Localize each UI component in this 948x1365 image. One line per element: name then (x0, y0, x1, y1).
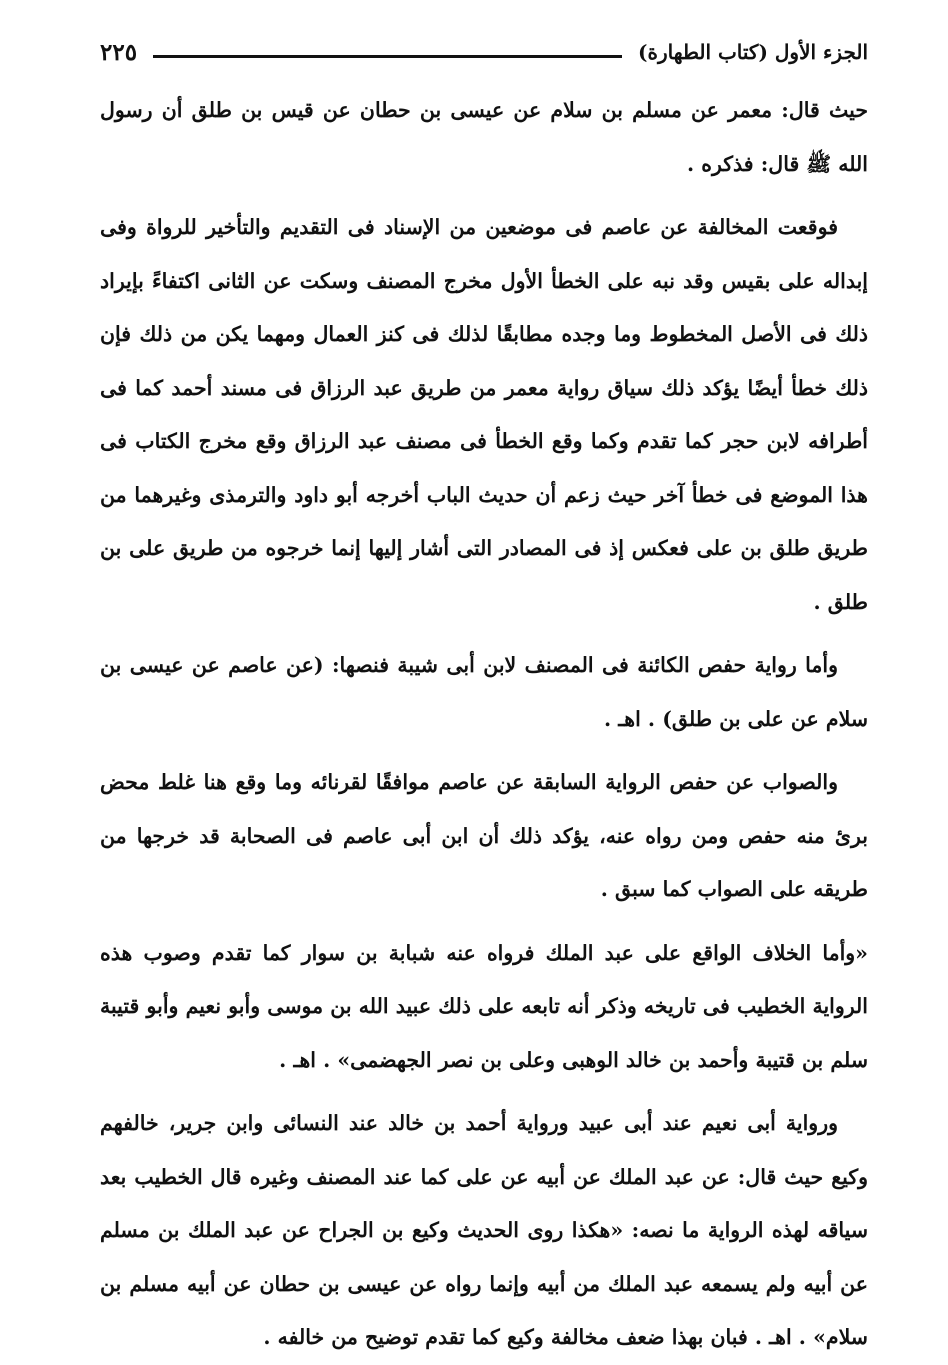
paragraph-citation: حيث قال: معمر عن مسلم بن سلام عن عيسى بن حطان عن قيس بن طلق أن رسول الله ﷺ قال: فذكره . (100, 98, 868, 176)
body-text (100, 84, 868, 1349)
page-header (100, 34, 868, 70)
header-rule (153, 55, 622, 58)
running-title: الجزء الأول (كتاب الطهارة) (638, 40, 868, 64)
page-number: ٢٢٥ (100, 38, 138, 66)
paragraph-correction: والصواب عن حفص الرواية السابقة عن عاصم موافقًا لقرنائه وما وقع هنا غلط محض برئ منه حفص ومن رواه عنه، يؤكد ذلك أن ابن أبى عاصم فى الصحابة قد خرجها من طريقه على الصواب كما سبق . (100, 770, 868, 901)
paragraph-discussion: فوقعت المخالفة عن عاصم فى موضعين من الإسناد فى التقديم والتأخير للرواة وفى إبداله على بقيس وقد نبه على الخطأ الأول مخرج المصنف وسكت عن الثانى اكتفاءً بإيراد ذلك فى الأصل المخطوط وما وجده مطابقًا لذلك فى كنز العمال ومهما يكن من ذلك فإن ذلك خطأ أيضًا يؤكد ذلك سياق رواية معمر من طريق عبد الرزاق فى مسند أحمد كما فى أطرافه لابن حجر كما تقدم وكما وقع الخطأ فى مصنف عبد الرزاق وقع مخرج الكتاب فى هذا الموضع فى خطأ آخر حيث زعم أن حديث الباب أخرجه أبو داود والترمذى وغيرهما من طريق طلق بن على فعكس إذ فى المصادر التى أشار إليها إنما خرجوه من طريق على بن طلق . (100, 215, 868, 614)
paragraph-conclusion: ورواية أبى نعيم عند أبى عبيد ورواية أحمد بن خالد عند النسائى وابن جرير، خالفهم وكيع حيث قال: عن عبد الملك عن أبيه عن على كما عند المصنف وغيره قال الخطيب بعد سياقه لهذه الرواية ما نصه: «هكذا روى الحديث وكيع بن الجراح عن عبد الملك بن مسلم عن أبيه ولم يسمعه عبد الملك من أبيه وإنما رواه عن عيسى بن حطان عن أبيه مسلم بن سلام» . اهـ . فبان بهذا ضعف مخالفة وكيع كما تقدم توضيح من خالفه . (100, 1111, 868, 1349)
paragraph-hafs-narration: وأما رواية حفص الكائنة فى المصنف لابن أبى شيبة فنصها: (عن عاصم عن عيسى بن سلام عن على بن طلق) . اهـ . (100, 653, 868, 731)
paragraph-quotation: «وأما الخلاف الواقع على عبد الملك فرواه عنه شبابة بن سوار كما تقدم وصوب هذه الرواية الخطيب فى تاريخه وذكر أنه تابعه على ذلك عبيد الله بن موسى وأبو نعيم وأبو قتيبة سلم بن قتيبة وأحمد بن خالد الوهبى وعلى بن نصر الجهضمى» . اهـ . (100, 940, 868, 1072)
